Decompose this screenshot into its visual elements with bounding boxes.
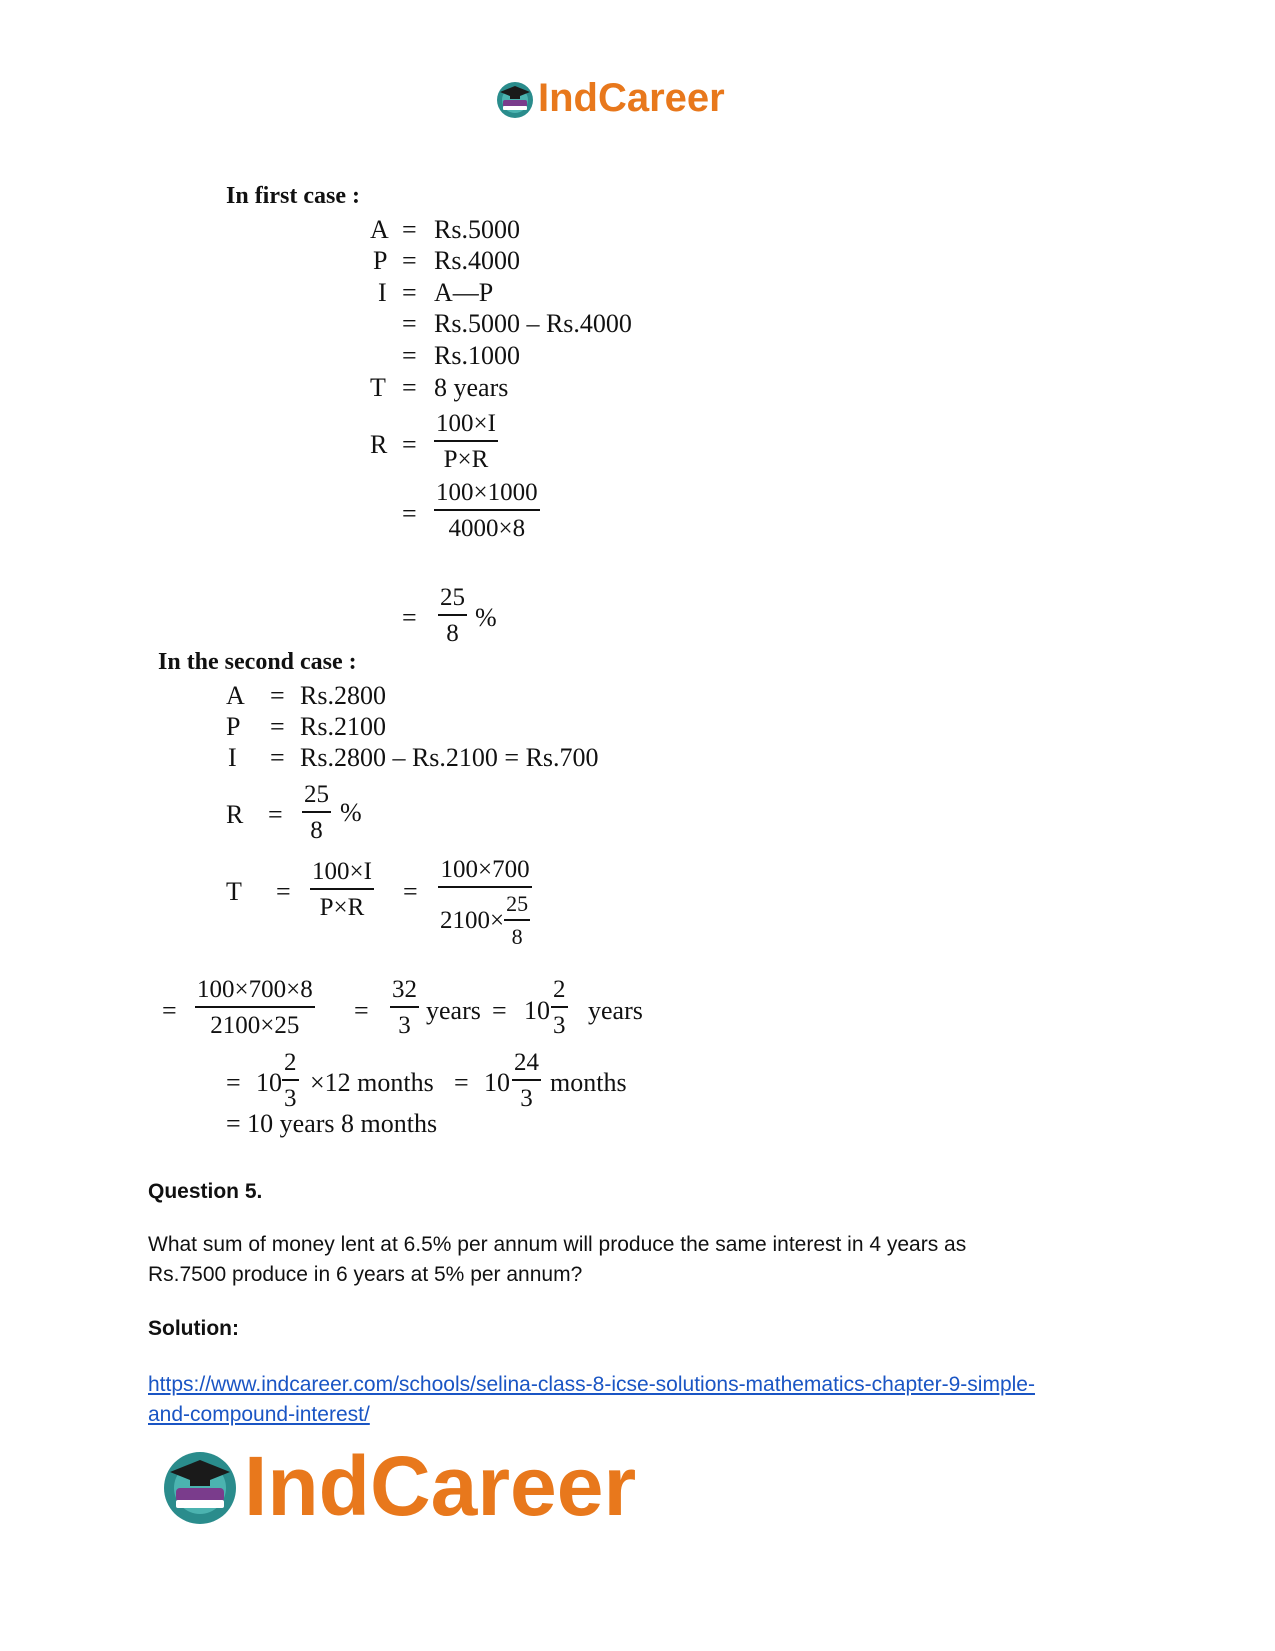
step-line-eq3: = xyxy=(492,996,507,1025)
solution-label: Solution: xyxy=(148,1317,239,1340)
step-fraction xyxy=(195,977,315,1038)
second-t-formula-fraction xyxy=(310,859,374,920)
first-a-symbol: A xyxy=(370,215,389,244)
fraction-numerator: 25 xyxy=(440,584,465,611)
first-r-percent: % xyxy=(475,603,497,632)
graduation-globe-icon xyxy=(494,78,536,120)
graduation-globe-icon xyxy=(158,1444,242,1528)
first-a-value: Rs.5000 xyxy=(434,215,520,244)
second-a-symbol: A xyxy=(226,681,245,710)
fraction-denominator: 8 xyxy=(310,817,323,844)
first-i-step2: Rs.1000 xyxy=(434,341,520,370)
question-title: Question 5. xyxy=(148,1180,263,1203)
fraction-denominator: 8 xyxy=(446,620,459,647)
second-a-value: Rs.2800 xyxy=(300,681,386,710)
first-r-sub-fraction xyxy=(434,480,540,541)
first-p-symbol: P xyxy=(373,246,388,275)
step-line-eq2: = xyxy=(354,996,369,1025)
header-logo xyxy=(494,76,725,121)
step2-fraction xyxy=(390,977,419,1038)
fraction-numerator: 2 xyxy=(284,1049,297,1076)
first-r-result-eq: = xyxy=(402,603,417,632)
fraction-denominator: P×R xyxy=(319,894,365,921)
fraction-denominator xyxy=(438,888,532,948)
second-p-symbol: P xyxy=(226,712,241,741)
fraction-denominator: 2100×25 xyxy=(210,1012,300,1039)
fraction-denominator: 8 xyxy=(511,924,523,949)
first-p-value: Rs.4000 xyxy=(434,246,520,275)
fraction-denominator: 4000×8 xyxy=(448,515,526,542)
fraction-denominator: 3 xyxy=(284,1085,297,1112)
fraction-numerator: 100×I xyxy=(436,410,496,437)
final-answer: = 10 years 8 months xyxy=(226,1109,438,1138)
fraction-numerator: 100×700 xyxy=(440,856,530,883)
second-t-sub-eq: = xyxy=(403,877,418,906)
fraction-numerator: 25 xyxy=(506,891,529,916)
months-line-eq1: = xyxy=(226,1068,241,1097)
header-logo-text: IndCareer xyxy=(538,76,725,120)
fraction-numerator: 25 xyxy=(304,781,329,808)
months-fraction2 xyxy=(512,1050,541,1111)
second-i-eq: = xyxy=(270,743,285,772)
footer-logo-text: IndCareer xyxy=(244,1439,637,1533)
fraction-numerator: 100×700×8 xyxy=(197,976,313,1003)
fraction-denominator: P×R xyxy=(443,446,489,473)
second-p-value: Rs.2100 xyxy=(300,712,386,741)
fraction-numerator: 32 xyxy=(392,976,417,1003)
first-i-step2-eq: = xyxy=(402,341,417,370)
first-case-heading: In first case : xyxy=(226,183,360,209)
fraction-numerator: 24 xyxy=(514,1049,539,1076)
step-line-eq1: = xyxy=(162,996,177,1025)
first-r-sub-eq: = xyxy=(402,499,417,528)
months-whole2: 10 xyxy=(484,1068,510,1097)
second-i-symbol: I xyxy=(228,743,237,772)
first-r-symbol: R xyxy=(370,430,388,459)
first-r-eq: = xyxy=(402,430,417,459)
fraction-denominator: 3 xyxy=(398,1012,411,1039)
first-i-symbol: I xyxy=(378,278,387,307)
fraction-numerator: 100×1000 xyxy=(436,479,538,506)
mixed-whole: 10 xyxy=(524,996,550,1025)
solution-link-line1[interactable]: https://www.indcareer.com/schools/selina-class-8-icse-solutions-mathematics-chapter-9-simple- xyxy=(148,1373,1035,1396)
second-t-symbol: T xyxy=(226,877,242,906)
first-i-eq: = xyxy=(402,278,417,307)
fraction-numerator: 100×I xyxy=(312,858,372,885)
months-times: ×12 months xyxy=(310,1068,434,1097)
first-i-value: A—P xyxy=(434,278,494,307)
months-fraction1 xyxy=(282,1050,299,1111)
second-t-sub-fraction xyxy=(438,857,532,948)
second-r-symbol: R xyxy=(226,800,244,829)
mixed-fraction xyxy=(551,977,568,1038)
months-label: months xyxy=(550,1068,627,1097)
second-case-heading: In the second case : xyxy=(158,649,357,675)
second-t-eq: = xyxy=(276,877,291,906)
second-i-value: Rs.2800 – Rs.2100 = Rs.700 xyxy=(300,743,599,772)
second-p-eq: = xyxy=(270,712,285,741)
first-t-eq: = xyxy=(402,373,417,402)
second-r-percent: % xyxy=(340,798,362,827)
first-t-symbol: T xyxy=(370,373,386,402)
solution-link-line2[interactable]: and-compound-interest/ xyxy=(148,1403,370,1426)
first-r-result-fraction xyxy=(438,585,467,646)
first-i-step1-eq: = xyxy=(402,309,417,338)
fraction-denominator: 3 xyxy=(520,1085,533,1112)
fraction-numerator: 2 xyxy=(553,976,566,1003)
footer-logo xyxy=(158,1439,637,1533)
months-whole1: 10 xyxy=(256,1068,282,1097)
months-line-eq2: = xyxy=(454,1068,469,1097)
first-p-eq: = xyxy=(402,246,417,275)
second-r-fraction xyxy=(302,782,331,843)
nested-fraction xyxy=(504,893,530,948)
step-years-1: years xyxy=(426,996,481,1025)
denominator-prefix: 2100× xyxy=(440,907,505,934)
fraction-denominator: 3 xyxy=(553,1012,566,1039)
question-text-line2: Rs.7500 produce in 6 years at 5% per annum? xyxy=(148,1263,583,1286)
first-r-formula-fraction xyxy=(434,411,498,472)
second-r-eq: = xyxy=(268,800,283,829)
second-a-eq: = xyxy=(270,681,285,710)
question-text-line1: What sum of money lent at 6.5% per annum will produce the same interest in 4 years as xyxy=(148,1233,967,1256)
first-i-step1: Rs.5000 – Rs.4000 xyxy=(434,309,632,338)
step-years-2: years xyxy=(588,996,643,1025)
first-t-value: 8 years xyxy=(434,373,509,402)
first-a-eq: = xyxy=(402,215,417,244)
